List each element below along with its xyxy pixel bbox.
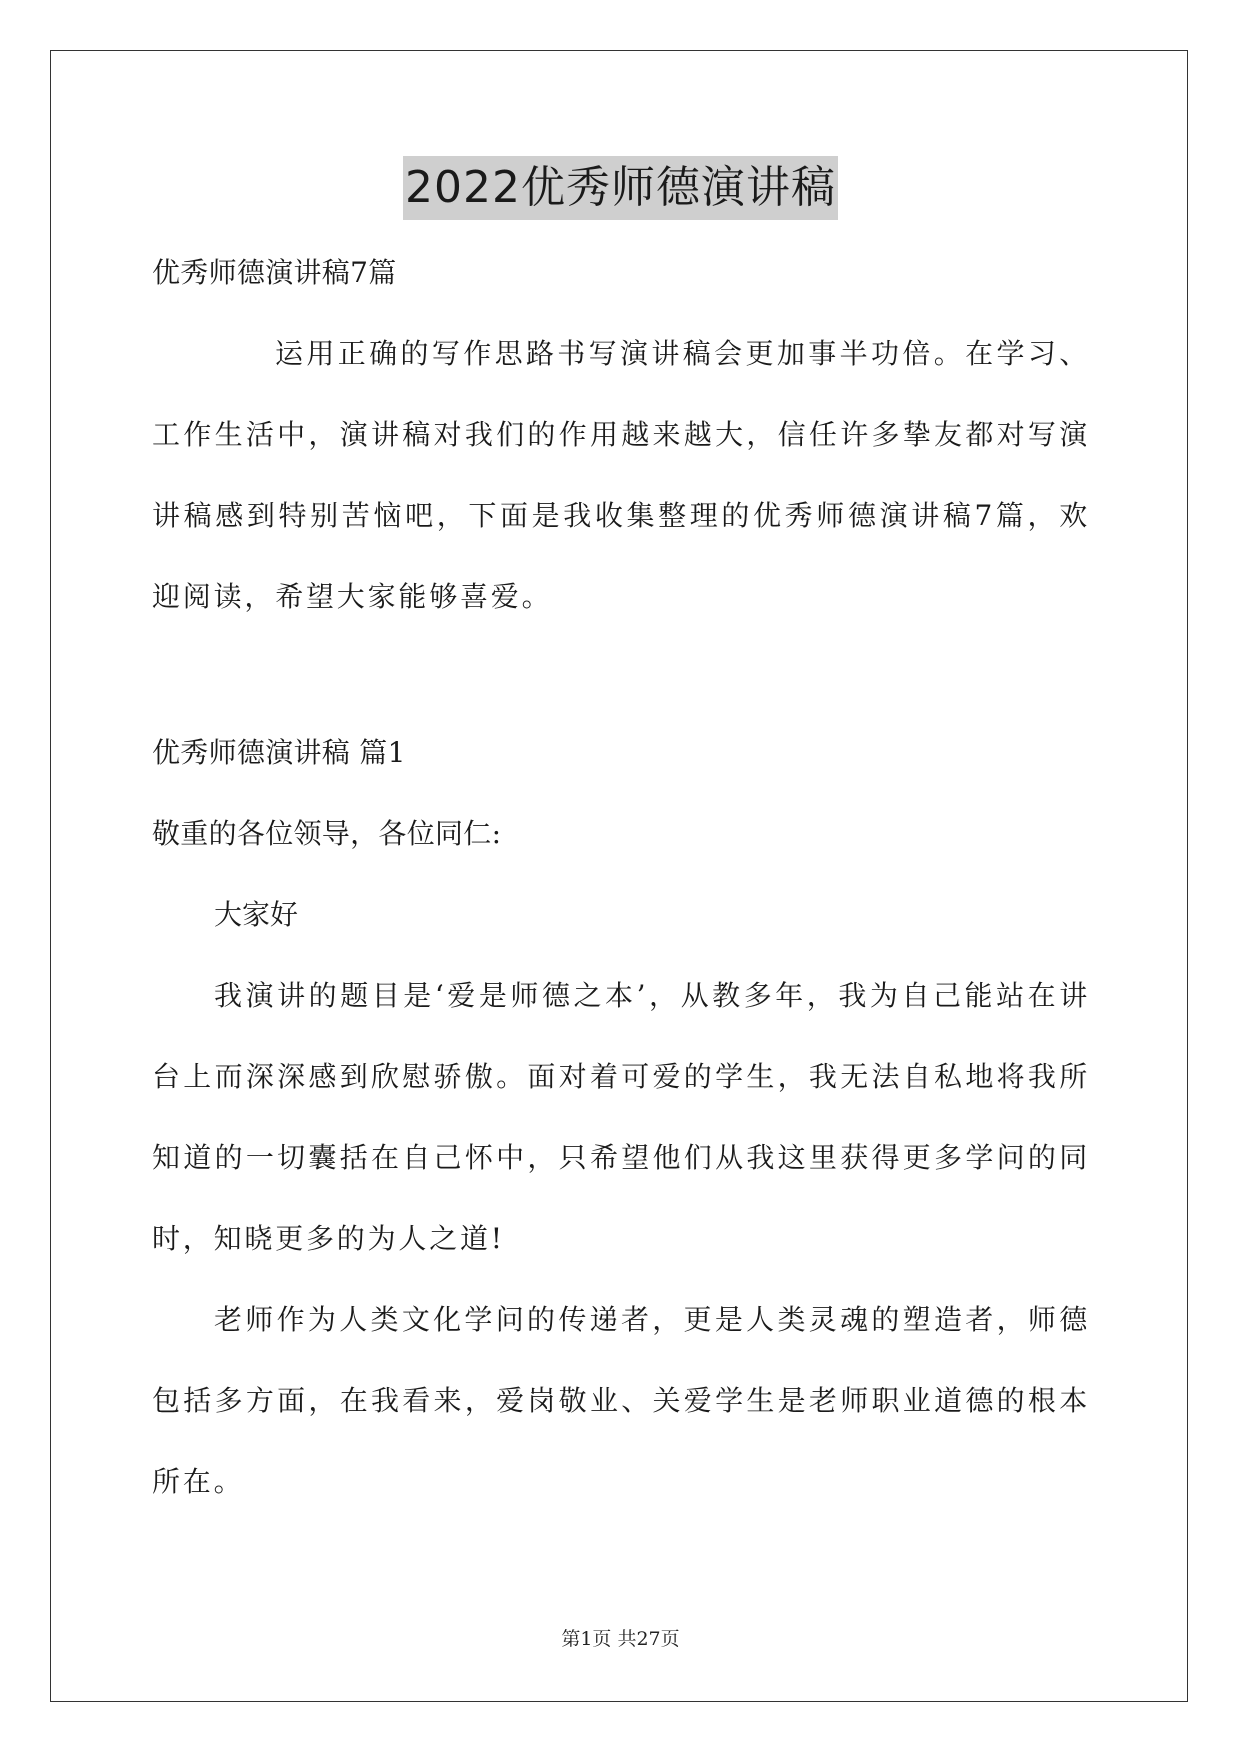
title-container bbox=[0, 156, 1241, 220]
page-number-footer: 第1页 共27页 bbox=[561, 1628, 680, 1650]
salutation: 敬重的各位领导，各位同仁: bbox=[152, 817, 502, 850]
intro-paragraph: 运用正确的写作思路书写演讲稿会更加事半功倍。在学习、工作生活中，演讲稿对我们的作用越来越大，信任许多挚友都对写演讲稿感到特别苦恼吧，下面是我收集整理的优秀师德演讲稿7篇，欢迎阅读，希望大家能够喜爱。 bbox=[152, 337, 1090, 613]
section-spacer bbox=[152, 637, 1090, 712]
section-heading: 优秀师德演讲稿 篇1 bbox=[152, 736, 406, 769]
body-paragraph-1: 我演讲的题目是‘爱是师德之本’，从教多年，我为自己能站在讲台上而深深感到欣慰骄傲。面对着可爱的学生，我无法自私地将我所知道的一切囊括在自己怀中，只希望他们从我这里获得更多学问的同时，知晓更多的为人之道! bbox=[152, 979, 1090, 1255]
body-paragraph-2: 老师作为人类文化学问的传递者，更是人类灵魂的塑造者，师德包括多方面，在我看来，爱岗敬业、关爱学生是老师职业道德的根本所在。 bbox=[152, 1303, 1090, 1498]
document-subtitle: 优秀师德演讲稿7篇 bbox=[152, 256, 397, 289]
document-body bbox=[152, 232, 1090, 1522]
document-title: 2022优秀师德演讲稿 bbox=[403, 156, 838, 220]
greeting: 大家好 bbox=[214, 898, 299, 931]
